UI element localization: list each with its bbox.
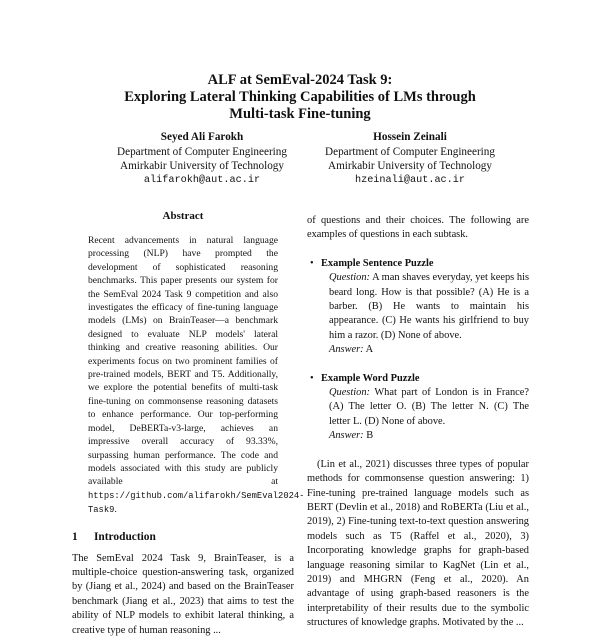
author-email[interactable]: alifarokh@aut.ac.ir (143, 174, 261, 186)
example-word-puzzle (307, 372, 529, 444)
author-name: Seyed Ali Farokh (160, 131, 244, 143)
answer-label: Answer: (329, 430, 364, 442)
methods-paragraph: (Lin et al., 2021) discusses three types of popular methods for commonsense question answering: 1) Fine-tuning pre-trained language models such as BERT (Devlin et al., 2018) and RoBERTa (Liu et al., 2019), 2) Fine-tuning text-to-text question answering models such as T5 (Raffel et al., 2020), 3) Incorporating knowledge graphs for graph-based language reasoning similar to KagNet (Lin et al., 2019) and MHGRN (Feng et al., 2020). An advantage of using graph-based reasoners is the interpretability of their results due to the symbolic structures of knowledge graphs. Motivated by the ... (307, 458, 529, 629)
abstract-end: . (114, 504, 117, 516)
left-column (72, 210, 305, 638)
bullet-icon: • (310, 257, 314, 269)
question-text: What part of London is in France? (A) The letter O. (B) The letter N. (C) The letter L. (D) None of above. (329, 387, 529, 427)
title-line-1: ALF at SemEval-2024 Task 9: (207, 72, 393, 88)
author-department: Department of Computer Engineering (117, 145, 287, 158)
author-department: Department of Computer Engineering (325, 145, 495, 158)
author-university: Amirkabir University of Technology (120, 160, 284, 172)
author-block-2 (300, 130, 520, 188)
example-title (307, 372, 529, 386)
introduction-text: The SemEval 2024 Task 9, BrainTeaser, is a multiple-choice question-answering task, organized by (Jiang et al., 2024) and based on the BrainTeaser benchmark (Jiang et al., 2023) that aims to test the ability of NLP models to exhibit lateral thinking, a creative type of human reasoning ... (72, 552, 294, 636)
abstract-text (88, 234, 305, 518)
abstract-heading: Abstract (162, 210, 204, 222)
title-line-2: Exploring Lateral Thinking Capabilities of LMs through (124, 89, 476, 105)
section-heading-introduction (72, 531, 294, 543)
abstract-body: Recent advancements in natural language processing (NLP) have prompted the development of sophisticated reasoning benchmarks. This paper presents our system for the SemEval 2024 Task 9 competition and also investigates the efficacy of fine-tuning language models (LMs) on BrainTeaser—a benchmark designed to evaluate NLP models' lateral thinking and creative reasoning abilities. Our experiments focus on two prominent families of pre-trained models, BERT and T5. Additionally, we explore the potential benefits of multi-task fine-tuning on commonsense reasoning datasets to enhance performance. Our top-performing model, DeBERTa-v3-large, achieves an impressive overall accuracy of 93.33%, surpassing human performance. The code and models associated with this study are publicly available at (88, 235, 278, 488)
example-sentence-puzzle (307, 257, 529, 358)
code-url-link[interactable]: https://github.com/alifarokh/SemEval2024-Task9 (88, 490, 305, 516)
author-name: Hossein Zeinali (373, 131, 447, 143)
example-title (307, 257, 529, 271)
answer-text: B (366, 430, 374, 442)
question-label: Question: (329, 272, 370, 284)
author-block-1 (92, 130, 312, 188)
section-title: Introduction (94, 530, 156, 543)
question-text: A man shaves everyday, yet keeps his beard long. How is that possible? (A) He is a barber. (B) He wants to maintain his appearance. (C) He wants his girlfriend to buy him a razor. (D) None of above. (329, 272, 529, 341)
example-title-text: Example Word Puzzle (321, 372, 420, 384)
example-question (307, 271, 529, 343)
bullet-icon: • (310, 372, 314, 384)
answer-label: Answer: (329, 344, 364, 356)
examples-intro: of questions and their choices. The following are examples of questions in each subtask. (307, 215, 529, 241)
example-answer (307, 429, 529, 443)
example-question (307, 386, 529, 429)
right-column (307, 214, 529, 631)
title-line-3: Multi-task Fine-tuning (229, 106, 371, 122)
section-number: 1 (72, 530, 78, 543)
answer-text: A (365, 344, 374, 356)
paper-title (0, 72, 600, 123)
author-university: Amirkabir University of Technology (328, 160, 492, 172)
example-title-text: Example Sentence Puzzle (321, 257, 434, 269)
author-email[interactable]: hzeinali@aut.ac.ir (354, 174, 466, 186)
question-label: Question: (329, 387, 370, 399)
example-answer (307, 343, 529, 357)
